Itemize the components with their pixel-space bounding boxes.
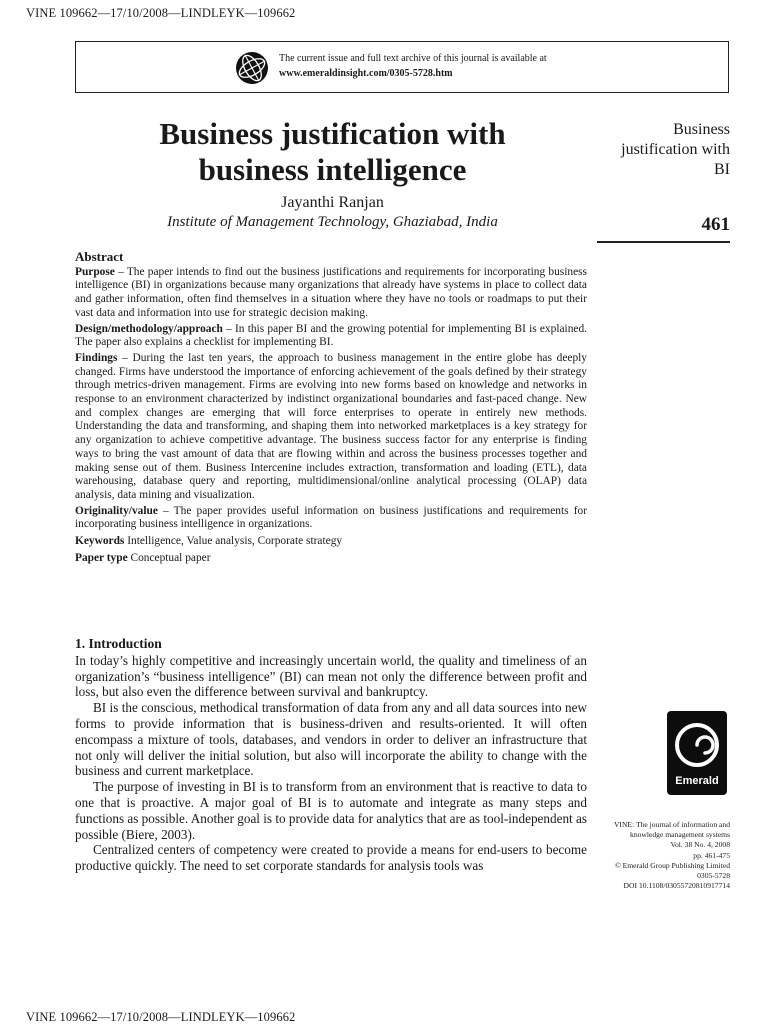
design-text: – In this paper BI and the growing potential for implementing BI is explained. The paper also explains a checklist for implementing BI. xyxy=(75,322,587,349)
journal-info-line: 0305-5728 xyxy=(697,871,730,881)
running-head-line-3: BI xyxy=(714,161,730,178)
originality-label: Originality/value xyxy=(75,504,158,517)
journal-info-line: VINE: The journal of information and xyxy=(613,820,730,829)
author-name: Jayanthi Ranjan xyxy=(281,194,384,211)
running-head-line-2: justification with xyxy=(621,141,730,158)
journal-citation-info xyxy=(580,820,730,891)
originality-text: – The paper provides useful information on business justifications and requirements for incorporating business intelligence in organizations. xyxy=(75,504,587,531)
title-line-2: business intelligence xyxy=(198,152,467,187)
introduction-heading: 1. Introduction xyxy=(75,636,162,651)
abstract-originality xyxy=(75,505,587,532)
title-line-1: Business justification with xyxy=(159,116,506,151)
findings-text: – During the last ten years, the approach to business management in the entire globe has deeply changed. Firms have understood the importance of enforcing achievement of the goals defined by their strategy through metrics-driven management. Firms are evolving into new forms based on knowledge and networks in response to an environment characterized by indistinct organizational boundaries and fast-paced change. New and complex changes are emerging that will force enterprises to operate in entirely new methods. Understanding the data and transforming, and shaping them into networked marketplaces is a key strategy for any organization to achieve competitive advantage. The business success factor for any enterprise is finding ways to bring the vast amount of data that are flowing within and across the business processes together and making sense out of them. Business Intercenine includes extraction, transformation and loading (ETL), data warehousing, database query and reporting, multidimensional/online analytical processing (OLAP) data analysis, data mining and visualization. xyxy=(75,351,587,501)
abstract-paper-type xyxy=(75,552,587,566)
intro-paragraph-1: In today’s highly competitive and increasingly uncertain world, the quality and timeliness of an organization’s “business intelligence” (BI) can mean not only the difference between profit and loss, but also even the difference between survival and bankruptcy. xyxy=(75,652,587,700)
findings-label: Findings xyxy=(75,351,118,364)
design-label: Design/methodology/approach xyxy=(75,322,223,335)
print-slug-bottom: VINE 109662—17/10/2008—LINDLEYK—109662 xyxy=(26,1010,296,1024)
running-head-line-1: Business xyxy=(673,121,730,138)
intro-paragraph-4: Centralized centers of competency were created to provide a means for end-users to become productive quickly. The need to set corporate standards for analysis tools was xyxy=(75,842,587,874)
purpose-text: – The paper intends to find out the business justifications and requirements for incorporating business intelligence (BI) in organizations because many organizations that already have systems in place to collect data and gather information, often find themselves in a situation where they have no tools or roadmaps to put their vast data and information into use for strategic decision making. xyxy=(75,265,587,319)
introduction-section xyxy=(75,636,587,874)
emerald-logo-text: Emerald xyxy=(675,775,719,787)
running-head xyxy=(580,120,730,180)
journal-doi: DOI 10.1108/03055720810917714 xyxy=(623,881,730,891)
keywords-label: Keywords xyxy=(75,535,125,548)
purpose-label: Purpose xyxy=(75,265,115,278)
abstract-purpose xyxy=(75,266,587,321)
availability-text: The current issue and full text archive of this journal is available at xyxy=(279,53,547,64)
abstract-design xyxy=(75,323,587,350)
author-affiliation: Institute of Management Technology, Ghaziabad, India xyxy=(167,214,498,230)
abstract-findings xyxy=(75,352,587,503)
abstract-keywords xyxy=(75,535,587,549)
emerald-logo xyxy=(667,711,727,795)
paper-type-text: Conceptual paper xyxy=(127,551,211,564)
journal-info-line: pp. 461-475 xyxy=(693,850,730,860)
journal-info-line: Vol. 38 No. 4, 2008 xyxy=(670,840,730,850)
globe-icon xyxy=(235,51,269,85)
abstract-heading: Abstract xyxy=(75,249,124,264)
page-number: 461 xyxy=(701,214,730,235)
page-number-rule xyxy=(597,241,730,243)
print-slug-top: VINE 109662—17/10/2008—LINDLEYK—109662 xyxy=(26,6,296,20)
keywords-text: Intelligence, Value analysis, Corporate strategy xyxy=(124,535,343,548)
paper-type-label: Paper type xyxy=(75,551,128,564)
intro-paragraph-3: The purpose of investing in BI is to transform from an environment that is reactive to data to one that is proactive. A major goal of BI is to automate and integrate as many steps and functions as possible. Another goal is to provide data for analytics that are as tool-independent as possible (Biere, 2003). xyxy=(75,779,587,842)
intro-paragraph-2: BI is the conscious, methodical transformation of data from any and all data sources into new forms to provide information that is business-driven and results-oriented. It will often encompass a mixture of tools, databases, and vendors in order to deliver an infrastructure that not only will deliver the initial solution, but also will incorporate the ability to change with the business and current marketplace. xyxy=(75,700,587,779)
journal-info-line: knowledge management systems xyxy=(630,830,730,840)
abstract-section xyxy=(75,250,587,567)
journal-availability-banner xyxy=(75,41,729,93)
journal-info-line: © Emerald Group Publishing Limited xyxy=(614,860,730,870)
journal-url-link[interactable]: www.emeraldinsight.com/0305-5728.htm xyxy=(279,68,453,79)
article-title xyxy=(95,116,570,188)
